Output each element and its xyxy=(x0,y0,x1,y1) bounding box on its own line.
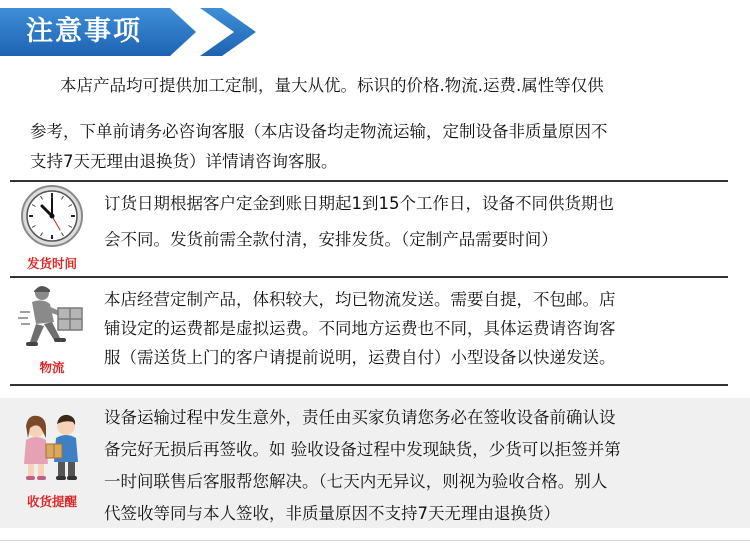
icon-block xyxy=(10,408,94,518)
delivery-man-icon xyxy=(18,282,88,352)
intro-line: 支持7天无理由退换货）详情请咨询客服。 xyxy=(30,152,338,171)
intro-line: 参考，下单前请务必咨询客服（本店设备均走物流运输，定制设备非质量原因不 xyxy=(30,122,608,141)
text-line: 代签收等同与本人签收，非质量原因不支持7天无理由退换货） xyxy=(104,504,560,523)
text-line: 一时间联售后客服帮您解决。（七天内无异议，则视为验收合格。别人 xyxy=(104,472,608,491)
section-caption: 收货提醒 xyxy=(26,494,77,509)
divider xyxy=(10,384,728,386)
section-caption: 物流 xyxy=(39,360,65,375)
clock-icon xyxy=(20,184,84,248)
text-line: 订货日期根据客户定金到账日期起1到15个工作日，设备不同供货期也 xyxy=(104,194,614,213)
icon-block xyxy=(10,184,94,274)
receive-couple-icon xyxy=(16,408,88,484)
divider xyxy=(0,540,750,541)
section-header xyxy=(0,0,750,62)
chevron-right-icon xyxy=(200,8,260,56)
divider xyxy=(10,276,728,278)
text-line: 设备运输过程中发生意外，责任由买家负请您务必在签收设备前确认设 xyxy=(104,408,616,427)
section-caption: 发货时间 xyxy=(26,256,77,271)
text-line: 服（需送货上门的客户请提前说明，运费自付）小型设备以快递发送。 xyxy=(104,348,616,367)
text-line: 会不同。发货前需全款付清，安排发货。（定制产品需要时间） xyxy=(104,230,558,249)
text-line: 铺设定的运费都是虚拟运费。不同地方运费也不同，具体运费请咨询客 xyxy=(104,319,616,338)
icon-block xyxy=(10,280,94,380)
divider xyxy=(10,180,728,182)
text-line: 本店经营定制产品，体积较大，均已物流发送。需要自提，不包邮。店 xyxy=(104,290,616,309)
page-title: 注意事项 xyxy=(26,16,142,47)
text-line: 备完好无损后再签收。如 验收设备过程中发现缺货，少货可以拒签并第 xyxy=(104,440,621,459)
intro-line: 本店产品均可提供加工定制，量大从优。标识的价格.物流.运费.属性等仅供 xyxy=(60,76,604,95)
